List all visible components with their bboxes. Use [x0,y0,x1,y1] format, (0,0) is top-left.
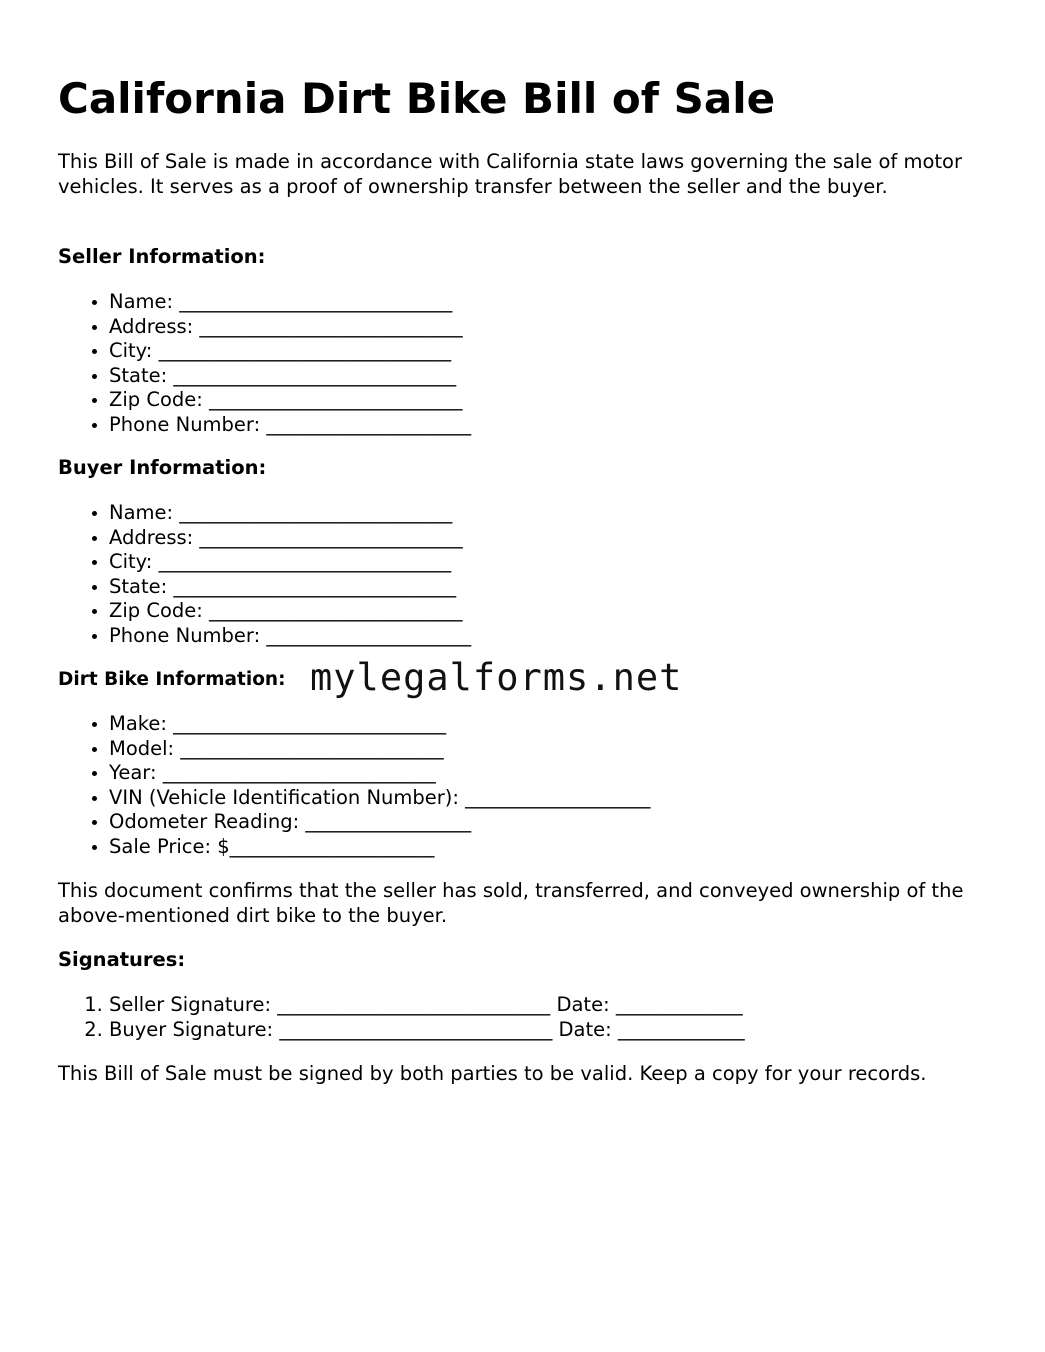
watermark-text: mylegalforms.net [310,656,683,699]
buyer-zip-field: • Zip Code: __________________________ [109,599,471,624]
seller-fields-list [58,290,471,437]
document-title: California Dirt Bike Bill of Sale [58,74,776,123]
bike-heading: Dirt Bike Information: [58,669,286,690]
bike-price-field: • Sale Price: $_____________________ [109,835,650,860]
seller-phone-field: • Phone Number: _____________________ [109,413,471,438]
buyer-state-field: • State: _____________________________ [109,575,471,600]
bike-model-field: • Model: ___________________________ [109,737,650,762]
buyer-signature-line: 2. Buyer Signature: ____________________________ Date: _____________ [109,1018,745,1043]
seller-zip-field: • Zip Code: __________________________ [109,388,471,413]
buyer-name-field: • Name: ____________________________ [109,501,471,526]
seller-heading: Seller Information: [58,245,266,268]
bike-vin-field: • VIN (Vehicle Identification Number): ___________________ [109,786,650,811]
seller-signature-line: 1. Seller Signature: ____________________________ Date: _____________ [109,993,745,1018]
signatures-heading: Signatures: [58,948,186,971]
buyer-heading: Buyer Information: [58,456,267,479]
signatures-list [58,993,745,1042]
bike-fields-list [58,712,650,859]
seller-name-field: • Name: ____________________________ [109,290,471,315]
intro-paragraph: This Bill of Sale is made in accordance with California state laws governing the sale of motor vehicles. It serves as a proof of ownership transfer between the seller and the buyer. [58,150,962,198]
buyer-address-field: • Address: ___________________________ [109,526,471,551]
buyer-city-field: • City: ______________________________ [109,550,471,575]
buyer-fields-list [58,501,471,648]
bike-make-field: • Make: ____________________________ [109,712,650,737]
confirmation-paragraph: This document confirms that the seller has sold, transferred, and conveyed ownership of the above-mentioned dirt bike to the buyer. [58,879,964,927]
closing-paragraph: This Bill of Sale must be signed by both parties to be valid. Keep a copy for your records. [58,1062,927,1085]
bike-odometer-field: • Odometer Reading: _________________ [109,810,650,835]
buyer-phone-field: • Phone Number: _____________________ [109,624,471,649]
seller-state-field: • State: _____________________________ [109,364,471,389]
seller-address-field: • Address: ___________________________ [109,315,471,340]
seller-city-field: • City: ______________________________ [109,339,471,364]
bike-year-field: • Year: ____________________________ [109,761,650,786]
